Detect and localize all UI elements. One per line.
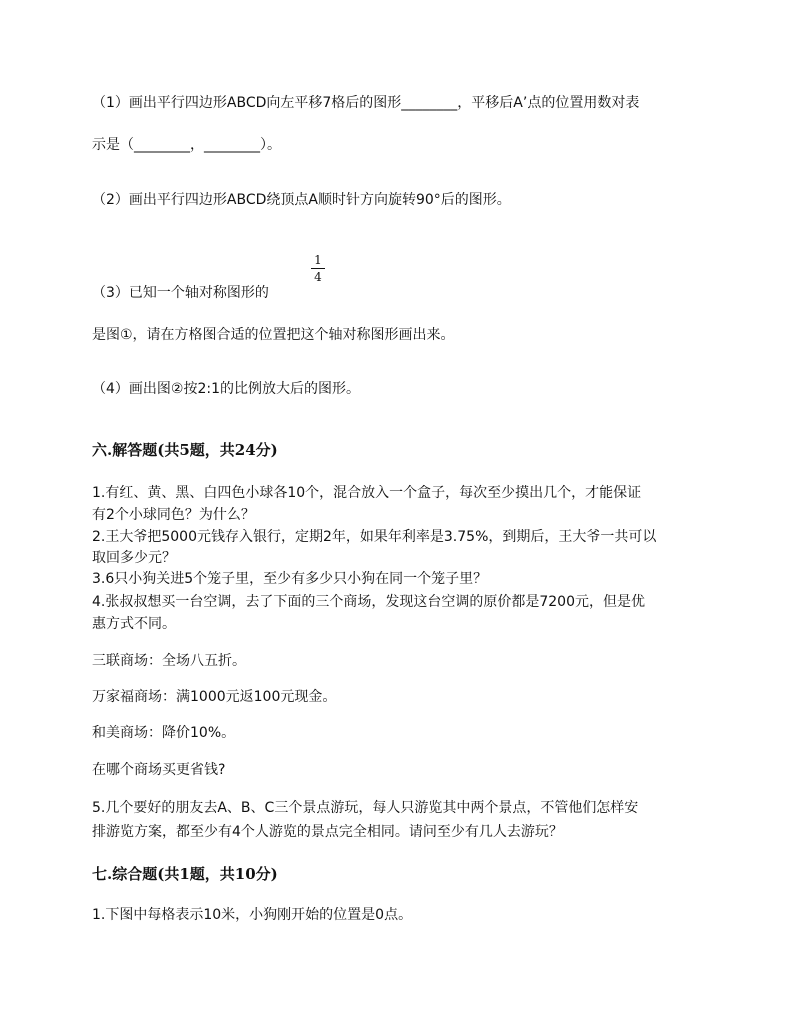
problem-4-line-1: 4.张叔叔想买一台空调，去了下面的三个商场，发现这台空调的原价都是7200元，但是优 bbox=[92, 594, 645, 610]
question-2: （2）画出平行四边形ABCD绕顶点A顺时针方向旋转90°后的图形。 bbox=[92, 192, 511, 208]
fraction-denominator: 4 bbox=[314, 270, 322, 284]
question-4: （4）画出图②按2:1的比例放大后的图形。 bbox=[92, 381, 360, 397]
problem-1-line-1: 1.有红、黄、黑、白四色小球各10个，混合放入一个盒子，每次至少摸出几个，才能保证 bbox=[92, 485, 642, 501]
fraction-bar bbox=[311, 268, 325, 269]
fraction-numerator: 1 bbox=[314, 253, 322, 267]
question-3-line-1: （3）已知一个轴对称图形的 bbox=[92, 285, 269, 301]
question-1-line-1: （1）画出平行四边形ABCD向左平移7格后的图形________，平移后A’点的位置用数对表 bbox=[92, 95, 640, 111]
problem-5-line-2: 排游览方案，都至少有4个人游览的景点完全相同。请问至少有几人去游玩？ bbox=[92, 824, 563, 840]
section-6-heading: 六.解答题(共5题，共24分) bbox=[92, 441, 278, 459]
question-1-line-2: 示是（________，________）。 bbox=[92, 137, 281, 153]
problem-2-line-1: 2.王大爷把5000元钱存入银行，定期2年，如果年利率是3.75%，到期后，王大爷一共可以 bbox=[92, 529, 657, 545]
problem-4-line-2: 惠方式不同。 bbox=[92, 616, 176, 632]
problem-5-line-1: 5.几个要好的朋友去A、B、C三个景点游玩，每人只游览其中两个景点，不管他们怎样安 bbox=[92, 800, 639, 816]
store-hemei: 和美商场：降价10%。 bbox=[92, 725, 236, 741]
store-sanlian: 三联商场：全场八五折。 bbox=[92, 653, 246, 669]
problem-3: 3.6只小狗关进5个笼子里，至少有多少只小狗在同一个笼子里？ bbox=[92, 571, 488, 587]
section-7-heading: 七.综合题(共1题，共10分) bbox=[92, 865, 278, 883]
section-7-problem-1: 1.下图中每格表示10米，小狗刚开始的位置是0点。 bbox=[92, 907, 413, 923]
fraction-one-quarter bbox=[310, 253, 326, 284]
problem-2-line-2: 取回多少元？ bbox=[92, 550, 176, 566]
problem-1-line-2: 有2个小球同色？为什么？ bbox=[92, 507, 255, 523]
problem-4-question: 在哪个商场买更省钱? bbox=[92, 762, 226, 778]
store-wanjiafu: 万家福商场：满1000元返100元现金。 bbox=[92, 689, 337, 705]
question-3-line-2: 是图①，请在方格图合适的位置把这个轴对称图形画出来。 bbox=[92, 327, 455, 343]
